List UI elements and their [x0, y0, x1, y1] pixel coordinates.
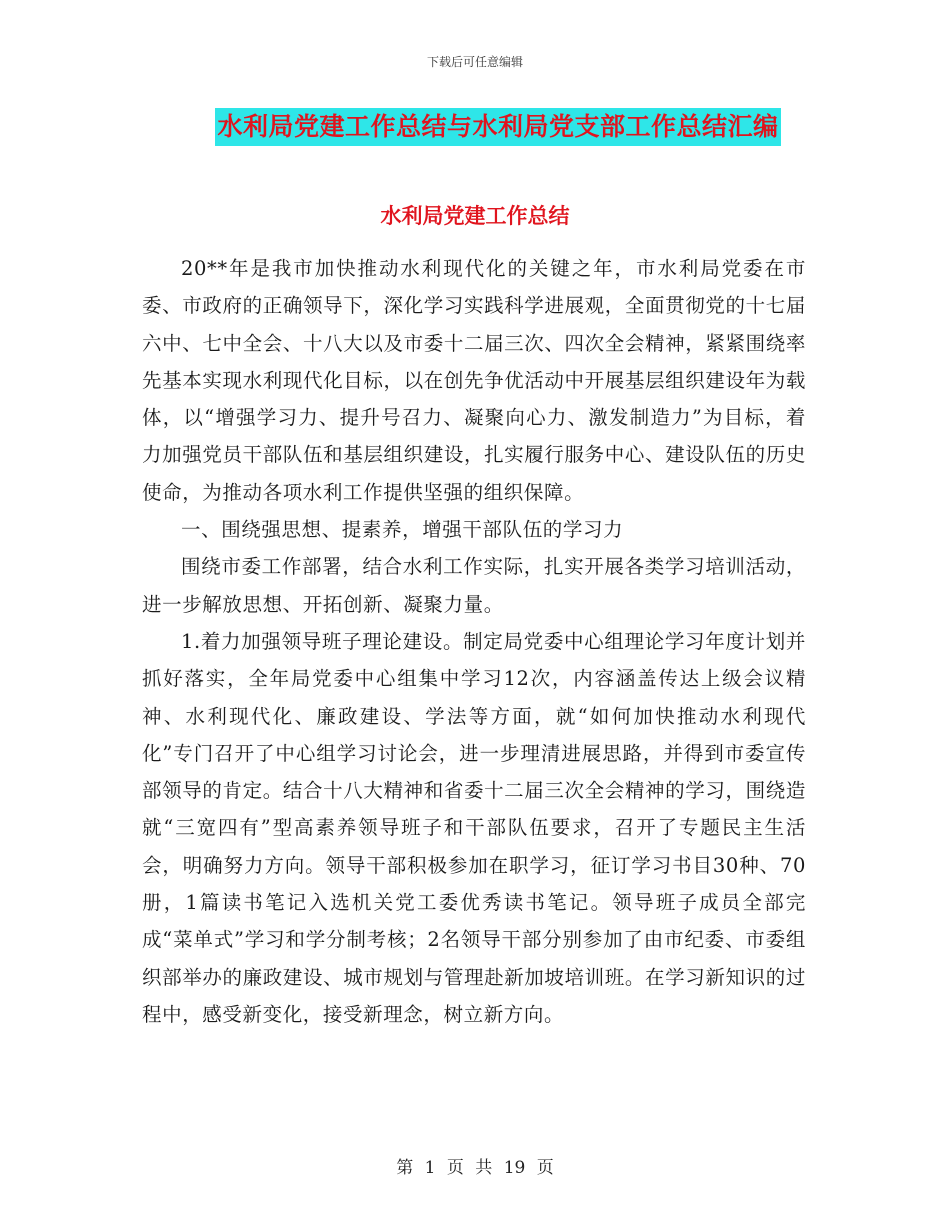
document-title-wrap — [0, 108, 950, 146]
document-body — [142, 250, 806, 1033]
document-title: 水利局党建工作总结与水利局党支部工作总结汇编 — [215, 108, 780, 146]
paragraph-heading-one: 一、围绕强思想、提素养，增强干部队伍的学习力 — [181, 518, 624, 542]
paragraph-leadership-theory: 1.着力加强领导班子理论建设。制定局党委中心组理论学习年度计划并抓好落实，全年局党委中心组集中学习12次，内容涵盖传达上级会议精神、水利现代化、廉政建设、学法等方面，就“如何加快推动水利现代化”专门召开了中心组学习讨论会，进一步理清进展思路，并得到市委宣传部领导的肯定。结合十八大精神和省委十二届三次全会精神的学习，围绕造就“三宽四有”型高素养领导班子和干部队伍要求，召开了专题民主生活会，明确努力方向。领导干部积极参加在职学习，征订学习书目30种、70册，1篇读书笔记入选机关党工委优秀读书笔记。领导班子成员全部完成“菜单式”学习和学分制考核；2名领导干部分别参加了由市纪委、市委组织部举办的廉政建设、城市规划与管理赴新加坡培训班。在学习新知识的过程中，感受新变化，接受新理念，树立新方向。 — [142, 629, 806, 1026]
section-title: 水利局党建工作总结 — [380, 203, 570, 228]
paragraph-study-overview: 围绕市委工作部署，结合水利工作实际，扎实开展各类学习培训活动，进一步解放思想、开拓创新、凝聚力量。 — [142, 555, 806, 616]
paragraph-intro: 20**年是我市加快推动水利现代化的关键之年，市水利局党委在市委、市政府的正确领导下，深化学习实践科学进展观，全面贯彻党的十七届六中、七中全会、十八大以及市委十二届三次、四次全会精神，紧紧围绕率先基本实现水利现代化目标，以在创先争优活动中开展基层组织建设年为载体，以“增强学习力、提升号召力、凝聚向心力、激发制造力”为目标，着力加强党员干部队伍和基层组织建设，扎实履行服务中心、建设队伍的历史使命，为推动各项水利工作提供坚强的组织保障。 — [142, 257, 806, 504]
page-header-note: 下载后可任意编辑 — [426, 55, 523, 69]
page-number: 第 1 页 共 19 页 — [396, 1158, 554, 1178]
